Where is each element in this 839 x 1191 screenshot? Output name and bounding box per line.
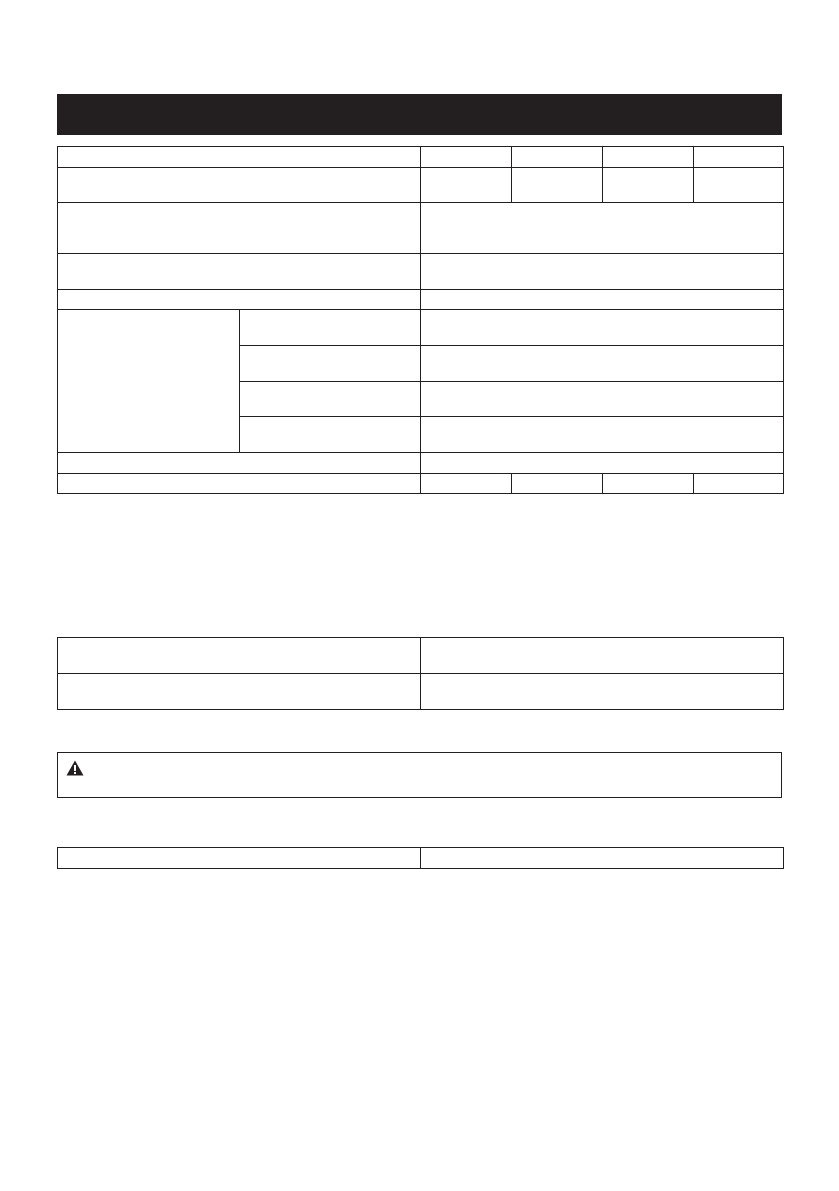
spec-value bbox=[421, 417, 784, 453]
spec-value bbox=[694, 147, 784, 168]
spec-value bbox=[694, 168, 784, 203]
spec-value bbox=[421, 848, 784, 869]
spec-value bbox=[421, 203, 784, 254]
spec-sublabel bbox=[240, 417, 421, 453]
spec-value bbox=[512, 474, 603, 494]
section-header-bar bbox=[57, 94, 782, 135]
table-row bbox=[58, 310, 784, 346]
spec-value bbox=[603, 168, 694, 203]
spec-value bbox=[421, 168, 512, 203]
spec-label bbox=[58, 674, 421, 710]
spec-label bbox=[58, 638, 421, 674]
table-row bbox=[58, 168, 784, 203]
warning-box bbox=[57, 752, 782, 798]
spec-value bbox=[512, 147, 603, 168]
spec-label bbox=[58, 848, 421, 869]
table-row bbox=[58, 203, 784, 254]
spec-group-label bbox=[58, 310, 240, 453]
spec-value bbox=[421, 674, 784, 710]
spec-label bbox=[58, 203, 421, 254]
spec-value bbox=[421, 346, 784, 382]
spec-sublabel bbox=[240, 346, 421, 382]
spec-value bbox=[421, 310, 784, 346]
warning-triangle-icon bbox=[66, 760, 84, 776]
table-row bbox=[58, 147, 784, 168]
table-row bbox=[58, 848, 784, 869]
spec-label bbox=[58, 254, 421, 290]
spec-value bbox=[421, 453, 784, 474]
spec-value bbox=[421, 474, 512, 494]
table-row bbox=[58, 674, 784, 710]
spec-label bbox=[58, 147, 421, 168]
spec-value bbox=[421, 290, 784, 310]
spec-sublabel bbox=[240, 382, 421, 417]
spec-value bbox=[694, 474, 784, 494]
table-row bbox=[58, 638, 784, 674]
spec-label bbox=[58, 474, 421, 494]
footer-table bbox=[57, 847, 784, 869]
accessory-table bbox=[57, 637, 784, 710]
table-row bbox=[58, 474, 784, 494]
table-row bbox=[58, 290, 784, 310]
specifications-table bbox=[57, 146, 784, 494]
spec-value bbox=[512, 168, 603, 203]
spec-value bbox=[603, 474, 694, 494]
table-row bbox=[58, 254, 784, 290]
spec-value bbox=[421, 147, 512, 168]
spec-value bbox=[421, 638, 784, 674]
spec-label bbox=[58, 290, 421, 310]
spec-value bbox=[603, 147, 694, 168]
spec-sublabel bbox=[240, 310, 421, 346]
spec-value bbox=[421, 382, 784, 417]
table-row bbox=[58, 453, 784, 474]
spec-label bbox=[58, 453, 421, 474]
spec-label bbox=[58, 168, 421, 203]
spec-value bbox=[421, 254, 784, 290]
